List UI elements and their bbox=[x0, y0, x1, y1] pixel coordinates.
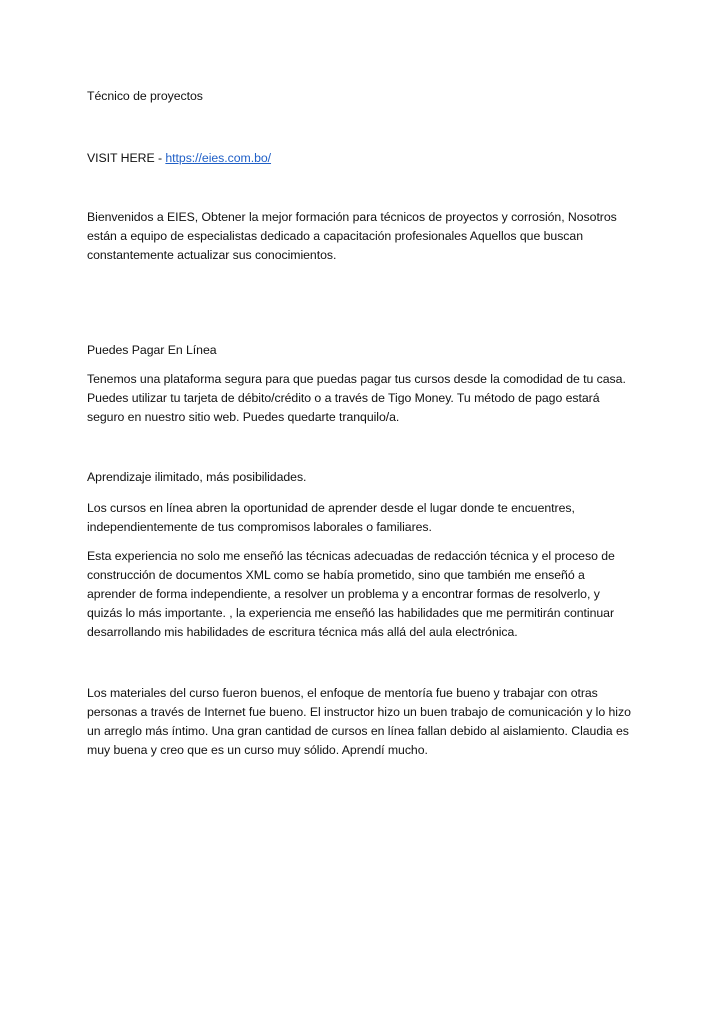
experience-line: desarrollando mis habilidades de escritura técnica más allá del aula electrónica. bbox=[87, 625, 518, 640]
experience-line: quizás lo más importante. , la experiencia me enseñó las habilidades que me permitirán continuar bbox=[87, 606, 614, 621]
document-title: Técnico de proyectos bbox=[87, 89, 203, 103]
online-courses-paragraph bbox=[87, 499, 639, 537]
intro-paragraph bbox=[87, 208, 639, 265]
experience-line: construcción de documentos XML como se había prometido, sino que también me enseñó a bbox=[87, 568, 585, 583]
eies-website-link[interactable]: https://eies.com.bo/ bbox=[165, 151, 272, 165]
experience-paragraph bbox=[87, 547, 639, 642]
intro-line: Bienvenidos a EIES, Obtener la mejor formación para técnicos de proyectos y corrosión, Nosotros bbox=[87, 210, 617, 224]
visit-line bbox=[87, 149, 639, 168]
payment-paragraph bbox=[87, 370, 639, 427]
experience-line: Esta experiencia no solo me enseñó las técnicas adecuadas de redacción técnica y el proceso de bbox=[87, 549, 615, 563]
experience-line: aprender de forma independiente, a resolver un problema y a encontrar formas de resolverlo, y bbox=[87, 587, 600, 602]
payment-line: Puedes utilizar tu tarjeta de débito/crédito o a través de Tigo Money. Tu método de pago estará bbox=[87, 391, 600, 406]
learning-heading: Aprendizaje ilimitado, más posibilidades. bbox=[87, 470, 307, 484]
materials-paragraph bbox=[87, 684, 639, 760]
intro-line: están a equipo de especialistas dedicado a capacitación profesionales Aquellos que buscan bbox=[87, 229, 583, 244]
visit-prefix: VISIT HERE - bbox=[87, 151, 166, 165]
materials-line: un arreglo más íntimo. Una gran cantidad de cursos en línea fallan debido al aislamiento. Claudia es bbox=[87, 724, 629, 739]
materials-line: personas a través de Internet fue bueno. El instructor hizo un buen trabajo de comunicación y lo hizo bbox=[87, 705, 631, 720]
intro-line: constantemente actualizar sus conocimientos. bbox=[87, 248, 337, 263]
online-courses-line: Los cursos en línea abren la oportunidad de aprender desde el lugar donde te encuentres, bbox=[87, 501, 575, 515]
payment-line: Tenemos una plataforma segura para que puedas pagar tus cursos desde la comodidad de tu casa. bbox=[87, 372, 626, 386]
online-courses-line: independientemente de tus compromisos laborales o familiares. bbox=[87, 520, 432, 535]
payment-line: seguro en nuestro sitio web. Puedes quedarte tranquilo/a. bbox=[87, 410, 400, 425]
materials-line: muy buena y creo que es un curso muy sólido. Aprendí mucho. bbox=[87, 743, 428, 758]
materials-line: Los materiales del curso fueron buenos, el enfoque de mentoría fue bueno y trabajar con otras bbox=[87, 686, 598, 700]
payment-heading: Puedes Pagar En Línea bbox=[87, 343, 217, 357]
